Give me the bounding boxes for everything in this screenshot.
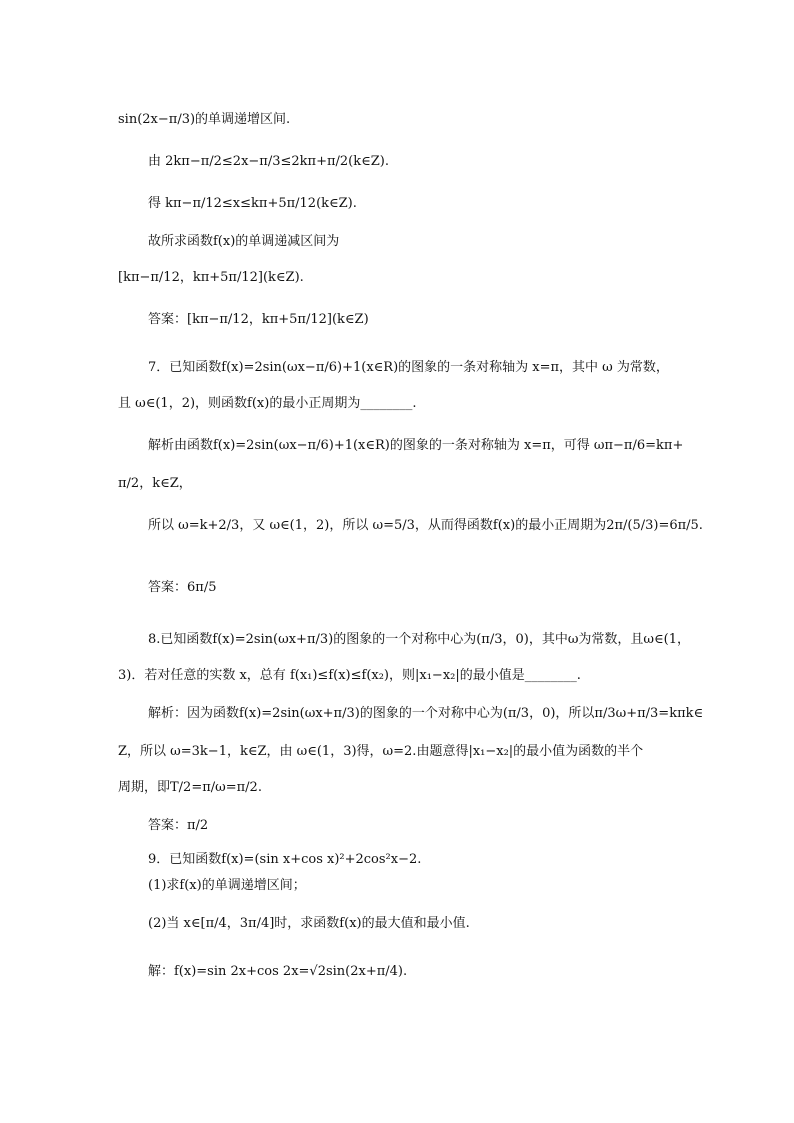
text-line: 解：f(x)=sin 2x+cos 2x=√2sin(2x+π/4).	[148, 964, 408, 979]
text-line: 由 2kπ−π/2≤2x−π/3≤2kπ+π/2(k∈Z).	[148, 154, 389, 169]
text-line: 解析由函数f(x)=2sin(ωx−π/6)+1(x∈R)的图象的一条对称轴为 x=π，可得 ωπ−π/6=kπ+	[148, 438, 684, 453]
text-line: (2)当 x∈[π/4，3π/4]时，求函数f(x)的最大值和最小值.	[148, 916, 470, 931]
text-line: 9．已知函数f(x)=(sin x+cos x)²+2cos²x−2.	[148, 852, 422, 867]
text-line: 答案：6π/5	[148, 580, 217, 595]
text-line: 故所求函数f(x)的单调递减区间为	[148, 234, 340, 249]
text-line: π/2，k∈Z，	[118, 476, 192, 491]
text-line: [kπ−π/12，kπ+5π/12](k∈Z).	[118, 270, 304, 285]
text-line: 8.已知函数f(x)=2sin(ωx+π/3)的图象的一个对称中心为(π/3，0)，其中ω为常数，且ω∈(1，	[148, 632, 690, 647]
text-line: 且 ω∈(1，2)，则函数f(x)的最小正周期为________.	[118, 396, 417, 411]
text-line: 3)．若对任意的实数 x，总有 f(x₁)≤f(x)≤f(x₂)，则|x₁−x₂|的最小值是________.	[118, 668, 581, 683]
text-line: 所以 ω=k+2/3，又 ω∈(1，2)，所以 ω=5/3，从而得函数f(x)的最小正周期为2π/(5/3)=6π/5.	[148, 518, 703, 533]
text-line: 7．已知函数f(x)=2sin(ωx−π/6)+1(x∈R)的图象的一条对称轴为 x=π，其中 ω 为常数，	[148, 360, 669, 375]
text-line: 答案：π/2	[148, 818, 209, 833]
text-line: 得 kπ−π/12≤x≤kπ+5π/12(k∈Z).	[148, 196, 357, 211]
text-line: Z，所以 ω=3k−1，k∈Z，由 ω∈(1，3)得，ω=2.由题意得|x₁−x₂|的最小值为函数的半个	[118, 744, 644, 759]
text-line: 周期，即T/2=π/ω=π/2.	[118, 780, 262, 795]
text-line: 解析：因为函数f(x)=2sin(ωx+π/3)的图象的一个对称中心为(π/3，0)，所以π/3ω+π/3=kπk∈	[148, 706, 704, 721]
text-line: (1)求f(x)的单调递增区间；	[148, 878, 306, 893]
text-line: 答案：[kπ−π/12，kπ+5π/12](k∈Z)	[148, 312, 369, 327]
text-line: sin(2x−π/3)的单调递增区间.	[118, 112, 291, 127]
